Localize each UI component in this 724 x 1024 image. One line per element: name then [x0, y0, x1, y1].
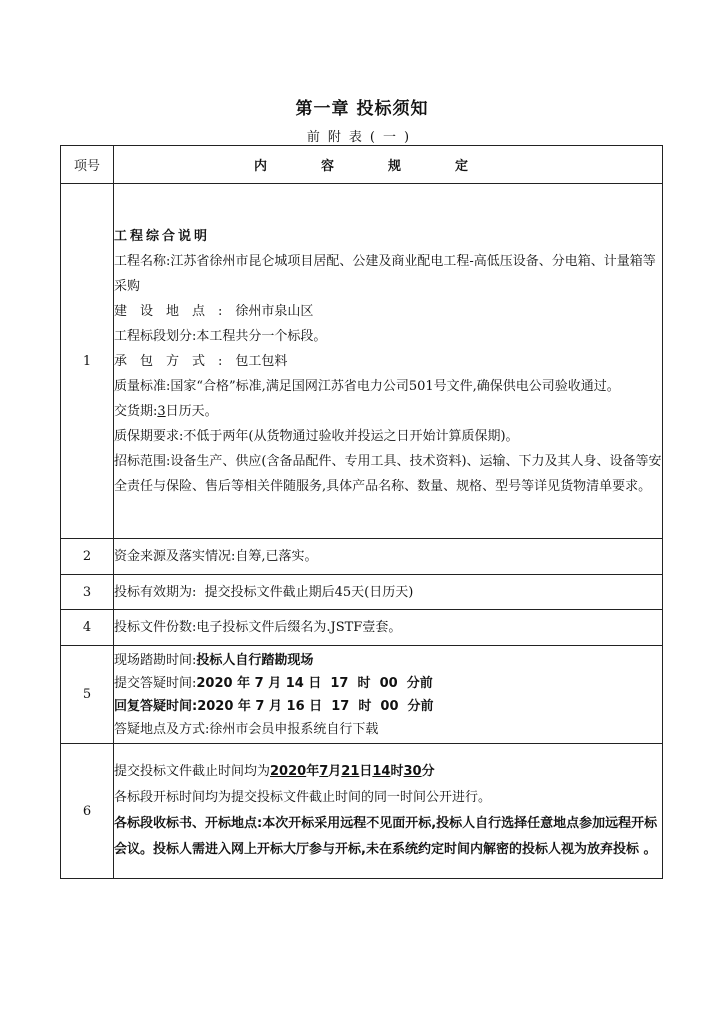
location-value: 徐州市泉山区 — [235, 303, 314, 319]
row-3-number: 3 — [61, 575, 114, 610]
bidding-info-table — [60, 145, 663, 879]
scope-line: 招标范围:设备生产、供应(含备品配件、专用工具、技术资料)、运输、下力及其人身、设备等安全责任与保险、售后等相关伴随服务,具体产品名称、数量、规格、型号等详见货物清单要求。 — [114, 453, 662, 494]
division-value: 本工程共分一个标段。 — [196, 328, 327, 344]
reply-time-line: 回复答疑时间:2020 年 7 月 16 日 17 时 00 分前 — [114, 698, 434, 714]
opening-location-text: 各标段收标书、开标地点:本次开标采用远程不见面开标,投标人自行选择任意地点参加远程开标会议。投标人需进入网上开标大厅参与开标,未在系统约定时间内解密的投标人视为放弃投标 。 — [114, 816, 658, 857]
quality-line: 质量标准:国家“合格”标准,满足国网江苏省电力公司501号文件,确保供电公司验收通过。 — [114, 378, 620, 394]
table-row-4 — [61, 610, 663, 646]
row-2-content: 资金来源及落实情况:自筹,已落实。 — [114, 539, 663, 575]
row-6-number: 6 — [61, 744, 114, 879]
row-4-content: 投标文件份数:电子投标文件后缀名为.JSTF壹套。 — [114, 610, 663, 646]
deadline-year: 2020 — [270, 764, 307, 779]
row-3-content: 投标有效期为: 提交投标文件截止期后45天(日历天) — [114, 575, 663, 610]
contract-value: 包工包料 — [235, 353, 288, 369]
opening-time-line: 各标段开标时间均为提交投标文件截止时间的同一时间公开进行。 — [114, 790, 492, 805]
delivery-line: 交货期:3日历天。 — [114, 403, 218, 419]
row-6-content — [114, 744, 663, 879]
query-place-value: 徐州市会员申报系统自行下载 — [209, 721, 379, 737]
table-row-5 — [61, 646, 663, 744]
delivery-days: 3 — [157, 403, 166, 419]
row-1-content — [114, 184, 663, 539]
table-row-2 — [61, 539, 663, 575]
row-5-number: 5 — [61, 646, 114, 744]
contract-line: 承包方式:包工包料 — [114, 353, 288, 369]
site-visit-value: 投标人自行踏勘现场 — [196, 652, 314, 668]
table-row-3 — [61, 575, 663, 610]
project-name-line: 工程名称:江苏省徐州市昆仑城项目居配、公建及商业配电工程-高低压设备、分电箱、计量箱等采购 — [114, 253, 656, 294]
reply-time-value: 2020 年 7 月 16 日 17 时 00 分前 — [197, 698, 434, 714]
division-line: 工程标段划分:本工程共分一个标段。 — [114, 328, 327, 344]
row-1-number: 1 — [61, 184, 114, 539]
row-5-content — [114, 646, 663, 744]
warranty-value: 不低于两年(从货物通过验收并投运之日开始计算质保期)。 — [183, 428, 519, 444]
quality-value: 国家“合格”标准,满足国网江苏省电力公司501号文件,确保供电公司验收通过。 — [170, 378, 620, 394]
deadline-day: 21 — [341, 764, 360, 779]
project-name-value: 江苏省徐州市昆仑城项目居配、公建及商业配电工程-高低压设备、分电箱、计量箱等采购 — [114, 253, 656, 294]
row-2-number: 2 — [61, 539, 114, 575]
query-time-value: 2020 年 7 月 14 日 17 时 00 分前 — [196, 675, 433, 691]
header-content: 内容规定 — [114, 146, 663, 184]
table-header-row — [61, 146, 663, 184]
deadline-minute: 30 — [403, 764, 422, 779]
header-item-number: 项号 — [61, 146, 114, 184]
table-row-1 — [61, 184, 663, 539]
deadline-line: 提交投标文件截止时间均为2020年7月21日14时30分 — [114, 764, 435, 779]
row-4-number: 4 — [61, 610, 114, 646]
site-visit-line: 现场踏勘时间:投标人自行踏勘现场 — [114, 652, 314, 668]
table-caption: 前附表(一) — [306, 130, 418, 145]
page-title: 第一章 投标须知 — [295, 99, 429, 119]
deadline-hour: 14 — [372, 764, 391, 779]
query-place-line: 答疑地点及方式:徐州市会员申报系统自行下载 — [114, 721, 379, 737]
scope-value: 设备生产、供应(含备品配件、专用工具、技术资料)、运输、下力及其人身、设备等安全责任与保险、售后等相关伴随服务,具体产品名称、数量、规格、型号等详见货物清单要求。 — [114, 453, 662, 494]
location-line: 建设地点:徐州市泉山区 — [114, 303, 314, 319]
deadline-month: 7 — [319, 764, 329, 779]
query-time-line: 提交答疑时间:2020 年 7 月 14 日 17 时 00 分前 — [114, 675, 433, 691]
table-row-6 — [61, 744, 663, 879]
warranty-line: 质保期要求:不低于两年(从货物通过验收并投运之日开始计算质保期)。 — [114, 428, 519, 444]
section-title: 工程综合说明 — [114, 228, 211, 244]
